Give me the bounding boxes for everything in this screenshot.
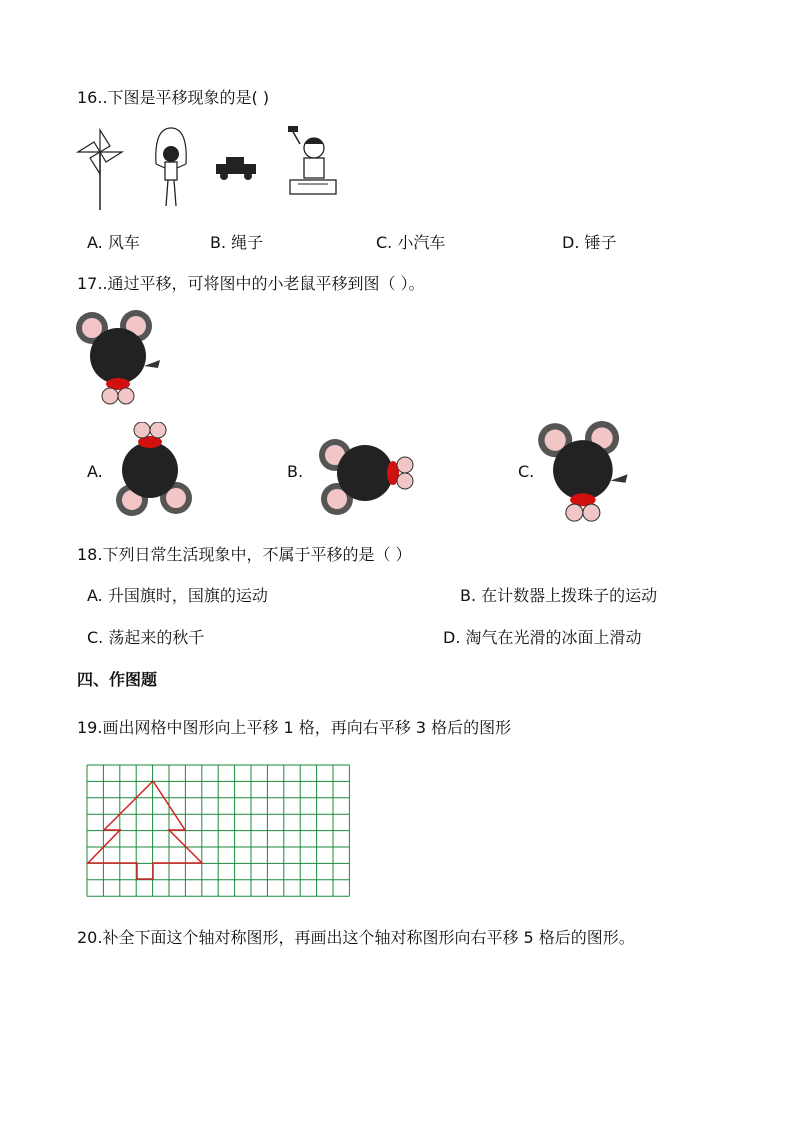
q16-option-b: B. 绳子 xyxy=(210,233,264,252)
q18-option-a: A. 升国旗时，国旗的运动 xyxy=(87,586,268,605)
q17-option-a: A. xyxy=(87,462,103,481)
q19-grid xyxy=(86,764,352,898)
q17-option-b: B. xyxy=(287,462,304,481)
q18-option-b: B. 在计数器上拨珠子的运动 xyxy=(460,586,658,605)
q16-stem: 16..下图是平移现象的是( ) xyxy=(77,88,270,107)
mouse-option-b-image xyxy=(304,424,422,520)
q16-option-d: D. 锤子 xyxy=(562,233,617,252)
pinwheel-image xyxy=(76,124,128,214)
q20-stem: 20.补全下面这个轴对称图形，再画出这个轴对称图形向右平移 5 格后的图形。 xyxy=(77,928,635,947)
q17-option-c: C. xyxy=(518,462,535,481)
q16-option-c: C. 小汽车 xyxy=(376,233,446,252)
mouse-option-a-image xyxy=(104,422,194,520)
q18-option-d: D. 淘气在光滑的冰面上滑动 xyxy=(443,628,642,647)
hammering-boy-image xyxy=(284,124,342,204)
section-title: 四、作图题 xyxy=(77,670,158,689)
toy-car-image xyxy=(214,154,258,182)
mouse-option-c-image xyxy=(536,414,634,526)
q16-option-a: A. 风车 xyxy=(87,233,140,252)
mouse-original-image xyxy=(74,306,166,406)
q18-option-c: C. 荡起来的秋千 xyxy=(87,628,205,647)
q18-stem: 18.下列日常生活现象中，不属于平移的是（ ） xyxy=(77,545,412,564)
tree-shape xyxy=(88,781,202,879)
grid-lines xyxy=(87,765,349,896)
rope-skipping-girl-image xyxy=(150,124,192,212)
q19-stem: 19.画出网格中图形向上平移 1 格，再向右平移 3 格后的图形 xyxy=(77,718,512,737)
q17-stem: 17..通过平移，可将图中的小老鼠平移到图（ ）。 xyxy=(77,274,425,293)
